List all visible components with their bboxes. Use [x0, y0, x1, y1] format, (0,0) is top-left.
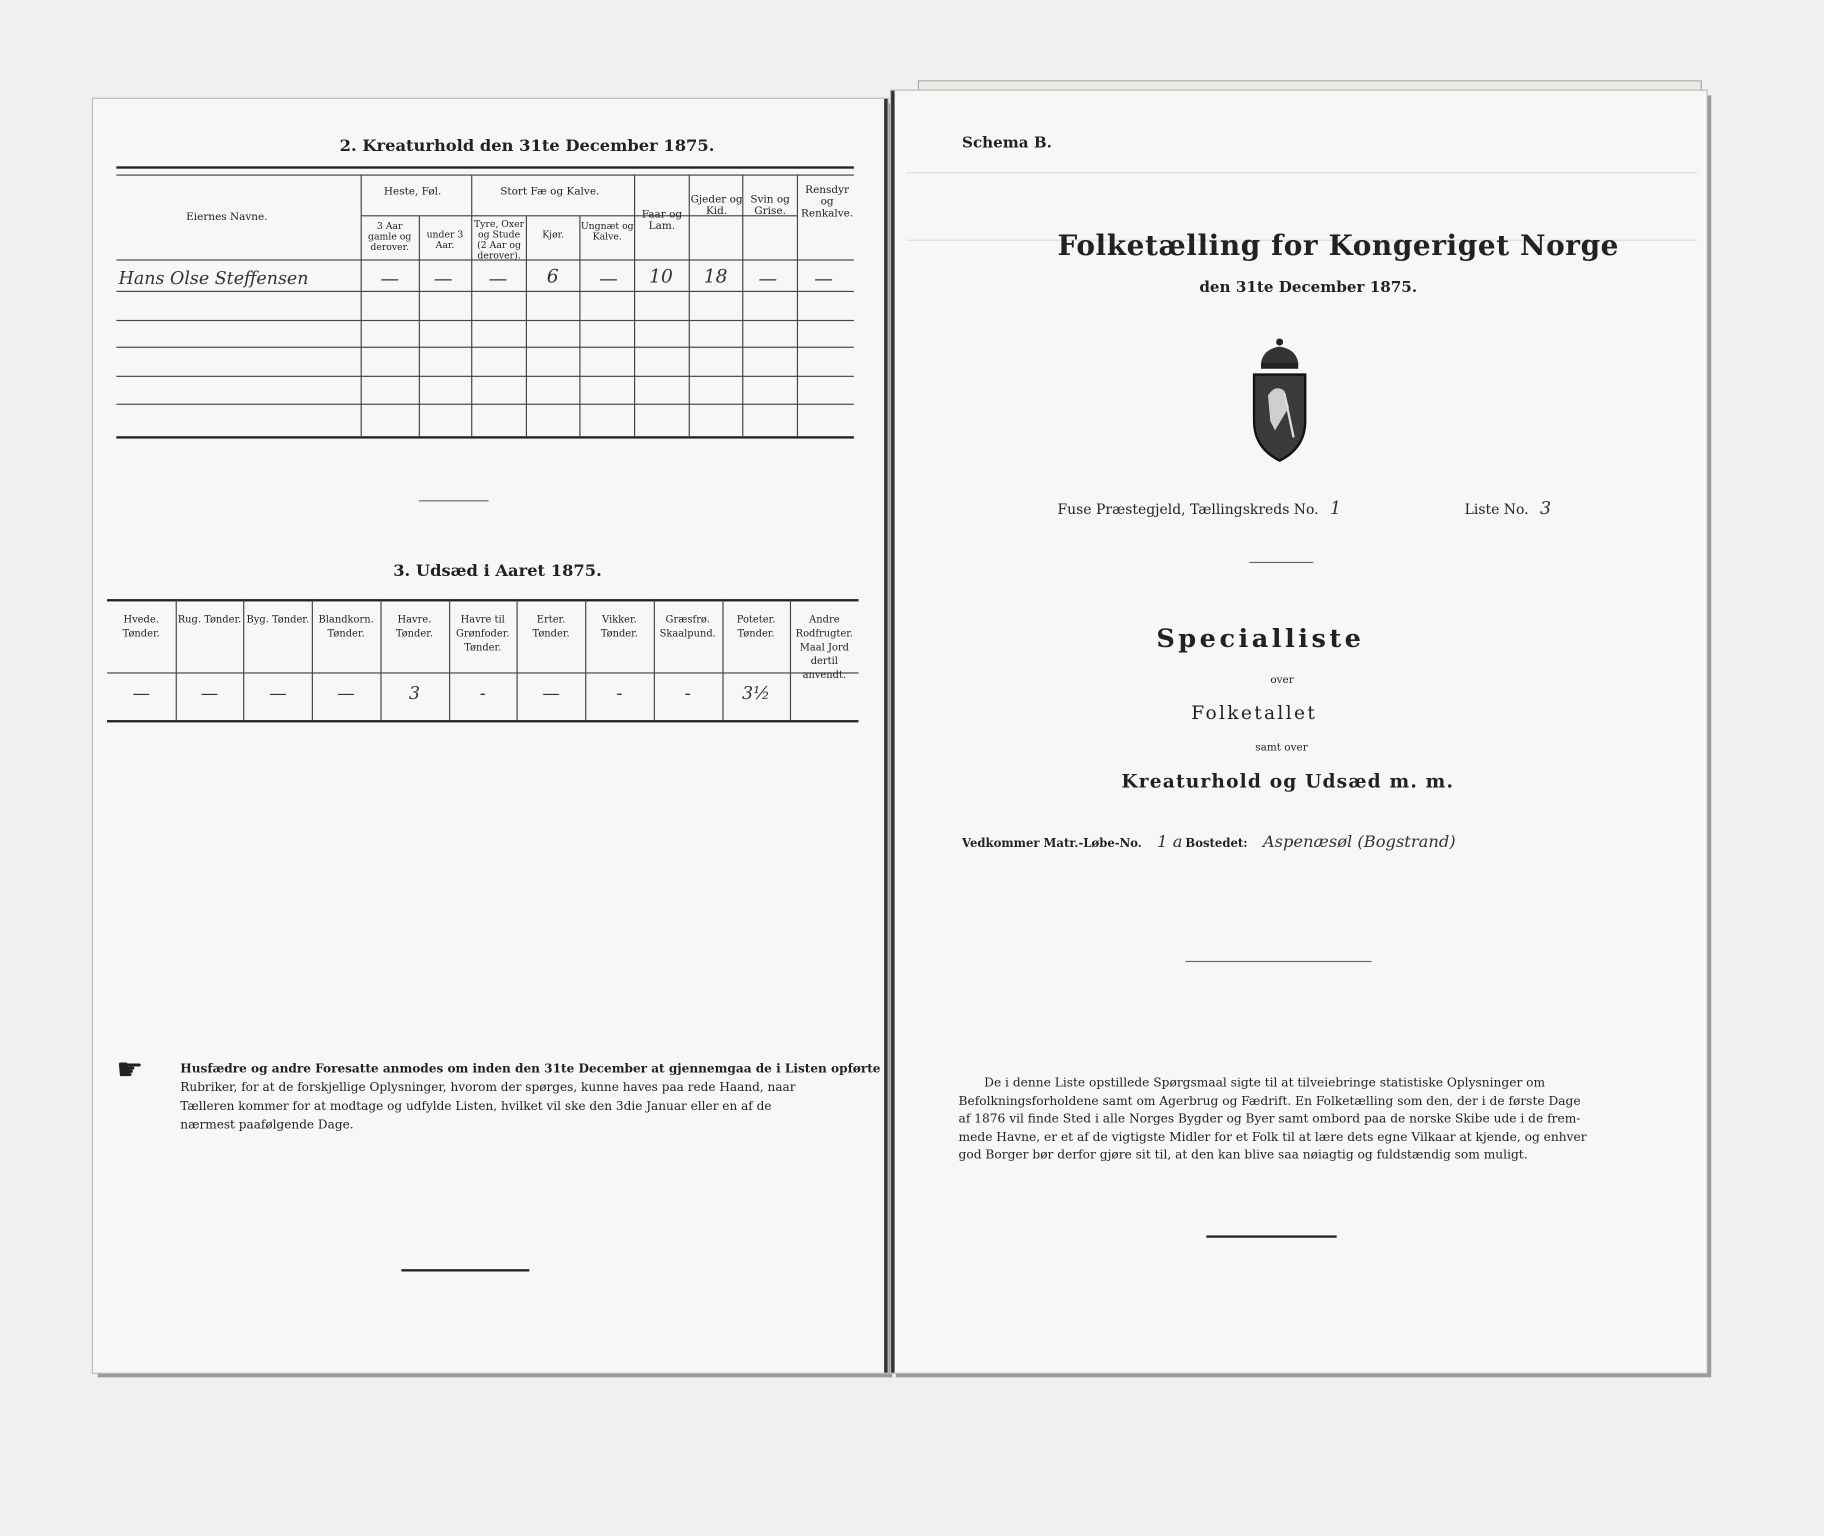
table3-header: Havre. Tønder.: [395, 614, 434, 640]
table3-value: -: [684, 682, 691, 704]
left-page: 2. Kreaturhold den 31te December 1875. Eiernes Navne. Heste, Føl. Stort Fæ og Kalve. 3 Aar gamle og derover. under 3 Aar. Tyre, Oxer og Stude (2 Aar og derover). Kjør. Ungnæt og Kalve. Faar og Lam. Gjeder og Kid. Svin og Grise. Rensdyr og Renkalve. Hans Olse Steffensen — — — 6 — 10 18 — — 3. Udsæd i Aaret 1875. Hvede. Tønder. Rug. Tønder. Byg. Tønder. Blandkorn. Tønder. Havre. Tønder. Havre til Grønfoder. Tønder. Erter. Tønder. Vikker. Tønder. Græsfrø. Skaalpund. Poteter. Tønder. Andre Rodfrugter. Maal Jord dertil anvendt. — — — — 3 - — - - 3½ ☛ Husfædre og andre Foresatte anmodes om inden den 31te December at gjennemgaa de i Listen opførte Rubriker, for at de forskjellige Oplysninger, hvorom der spørges, kunne haves paa rede Haand, naar Tælleren kommer for at modtage og udfylde Listen, hvilket vil ske den 3die Januar eller en af de nærmest paafølgende Dage.: [93, 99, 888, 1373]
table3-value: —: [200, 682, 219, 704]
table3-value: 3½: [742, 682, 771, 704]
table2-top-rule: [116, 166, 854, 168]
cattle-header: Stort Fæ og Kalve.: [500, 186, 600, 198]
right-page: Schema B. Folketælling for Kongeriget Norge den 31te December 1875. Fuse Præstegjeld, Tællingskreds No. 1 Liste No. 3 Specialliste over Folketallet samt over Kreaturhold og Udsæd m. m. Vedkommer Matr.-Løbe-No. 1 a Bostedet: Aspenæsøl (Bogstrand) De i denne Liste opstillede Spørgsmaal sigte til at tilveiebringe statistiske Oplysninger om Befolkningsforholdene samt om Agerbrug og Fædrift. En Folketælling som den, der i de første Dage af 1876 vil finde Sted i alle Norges Bygder og Byer samt ombord paa de norske Skibe ude i de frem- mede Havne, er et af de vigtigste Midler for et Folk til at lære dets egne Vilkaar at kjende, og enhver god Borger bør derfor gjøre sit til, at den kan blive saa nøiagtig og fuldstændig som muligt.: [891, 91, 1706, 1373]
bottom-rule-right: [1206, 1235, 1336, 1237]
owner-header: Eiernes Navne.: [186, 211, 268, 224]
table3-header: Byg. Tønder.: [246, 614, 310, 626]
section3-title: 3. Udsæd i Aaret 1875.: [393, 561, 602, 581]
main-subtitle: den 31te December 1875.: [1199, 279, 1418, 297]
table3-value: 3: [408, 682, 420, 704]
kreatur-line: Kreaturhold og Udsæd m. m.: [1121, 770, 1455, 793]
matr-line: Vedkommer Matr.-Løbe-No. 1 a: [962, 832, 1183, 852]
owner-name: Hans Olse Steffensen: [118, 267, 309, 289]
liste-line: Liste No. 3: [1464, 497, 1552, 519]
horses-header: Heste, Føl.: [383, 186, 442, 198]
table3-header: Poteter. Tønder.: [736, 614, 776, 640]
table3-value: —: [269, 682, 287, 704]
table3-header: Blandkorn. Tønder.: [318, 614, 374, 640]
table3-value: -: [479, 682, 486, 704]
table3-header: Vikker. Tønder.: [600, 614, 638, 640]
table3-header: Græsfrø. Skaalpund.: [659, 614, 716, 640]
district-line: Fuse Præstegjeld, Tællingskreds No. 1: [1057, 497, 1342, 519]
coat-of-arms-icon: [1249, 337, 1309, 465]
table3-header: Rug. Tønder.: [177, 614, 242, 626]
table3-header: Hvede. Tønder.: [122, 614, 160, 640]
main-title: Folketælling for Kongeriget Norge: [1057, 228, 1620, 262]
notice-text: Husfædre og andre Foresatte anmodes om inden den 31te December at gjennemgaa de i Listen opførte Rubriker, for at de forskjellige Oplysninger, hvorom der spørges, kunne haves paa rede Haand, naar Tælleren kommer for at modtage og udfylde Listen, hvilket vil ske den 3die Januar eller en af de nærmest paafølgende Dage.: [180, 1062, 881, 1132]
specialliste-title: Specialliste: [1156, 623, 1365, 654]
bosted-line: Bostedet: Aspenæsøl (Bogstrand): [1185, 832, 1456, 852]
table3-header: Erter. Tønder.: [532, 614, 570, 640]
table3-header: Andre Rodfrugter. Maal Jord dertil anvendt.: [795, 614, 854, 682]
info-paragraph: De i denne Liste opstillede Spørgsmaal sigte til at tilveiebringe statistiske Oplysninger om Befolkningsforholdene samt om Agerbrug og Fædrift. En Folketælling som den, der i de første Dage af 1876 vil finde Sted i alle Norges Bygder og Byer samt ombord paa de norske Skibe ude i de frem- mede Havne, er et af de vigtigste Midler for et Folk til at lære dets egne Vilkaar at kjende, og enhver god Borger bør derfor gjøre sit til, at den kan blive saa nøiagtig og fuldstændig som muligt.: [958, 1076, 1587, 1163]
sheep-value: 10: [649, 265, 673, 288]
schema-label: Schema B.: [962, 134, 1052, 153]
table3-value: —: [132, 682, 150, 704]
goats-value: 18: [703, 265, 728, 288]
table3-value: -: [616, 682, 623, 704]
table3-header: Havre til Grønfoder. Tønder.: [455, 614, 510, 654]
pointing-hand-icon: ☛: [116, 1052, 144, 1088]
divider: [419, 500, 489, 501]
table3-value: —: [542, 682, 560, 704]
cows-value: 6: [546, 265, 559, 288]
section2-title: 2. Kreaturhold den 31te December 1875.: [339, 137, 715, 156]
folketallet: Folketallet: [1191, 701, 1318, 724]
bottom-rule: [401, 1269, 529, 1271]
table3-value: —: [337, 682, 355, 704]
